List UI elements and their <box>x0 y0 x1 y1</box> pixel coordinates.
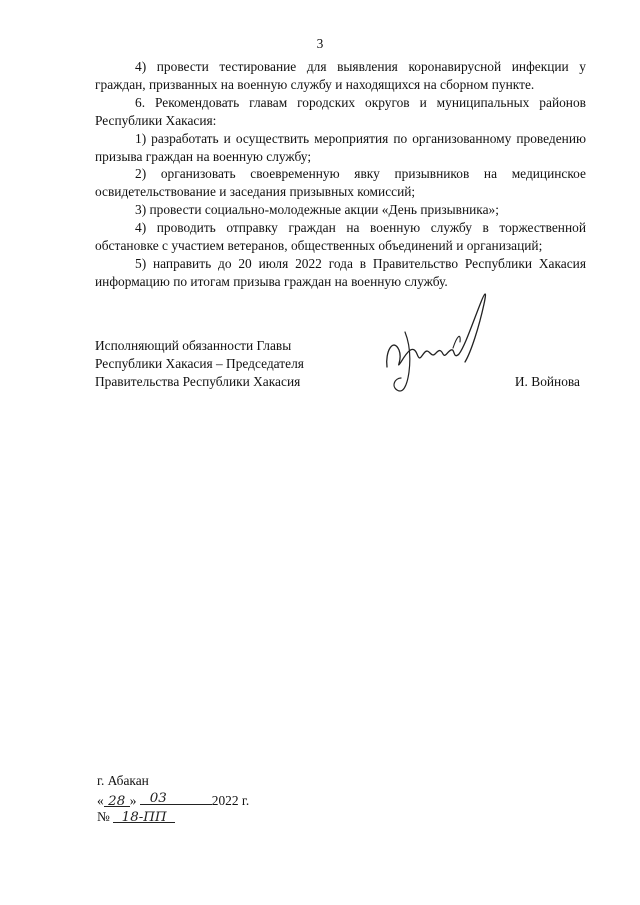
paragraph: 4) провести тестирование для выявления коронавирусной инфекции у граждан, призванных на военную службу и находящихся на сборном пункте. <box>95 59 586 92</box>
number-line <box>97 808 249 826</box>
city-line: г. Абакан <box>97 773 149 788</box>
position-line: Исполняющий обязанности Главы <box>95 338 292 353</box>
date-day: 28 <box>108 794 126 809</box>
quote-open: « <box>97 793 104 808</box>
paragraph: 4) проводить отправку граждан на военную службу в торжественной обстановке с участием ветеранов, общественных объединений и организаций; <box>95 220 586 254</box>
date-line <box>97 790 249 808</box>
date-month-field <box>140 790 212 805</box>
date-day-field <box>104 792 130 807</box>
paragraph: 6. Рекомендовать главам городских округов и муниципальных районов Республики Хакасия: <box>95 94 586 128</box>
position-line: Республики Хакасия – Председателя <box>95 356 304 371</box>
handwritten-signature <box>365 282 505 412</box>
signature-block <box>95 337 586 417</box>
date-month: 03 <box>149 791 167 806</box>
paragraph: 1) разработать и осуществить мероприятия по организованному проведению призыва граждан на военную службу; <box>95 130 586 164</box>
signatory-position <box>95 337 586 391</box>
date-year: 2022 г. <box>211 793 250 808</box>
document-body <box>95 58 586 291</box>
position-line: Правительства Республики Хакасия <box>95 374 301 389</box>
number-prefix: № <box>97 809 110 824</box>
paragraph: 5) направить до 20 июля 2022 года в Правительство Республики Хакасия информацию по итогам призыва граждан на военную службу. <box>95 255 586 289</box>
page-number: 3 <box>316 36 324 51</box>
paragraph: 3) провести социально-молодежные акции «День призывника»; <box>135 202 499 218</box>
paragraph: 2) организовать своевременную явку призывников на медицинское освидетельствование и заседания призывных комиссий; <box>95 166 586 200</box>
document-number: 18-ПП <box>121 810 167 825</box>
document-footer <box>97 772 249 826</box>
document-number-field <box>113 808 175 823</box>
signatory-name: И. Войнова <box>514 374 580 389</box>
quote-close: » <box>129 793 137 808</box>
